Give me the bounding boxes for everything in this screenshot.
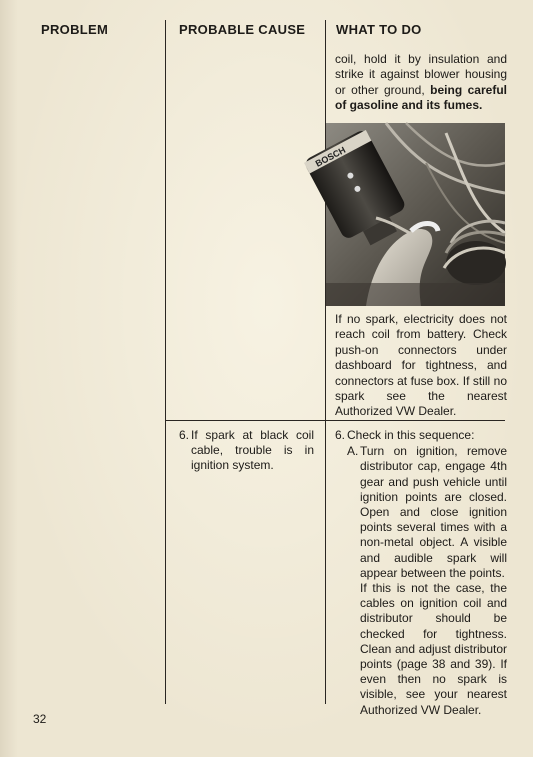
coil-brand-text: BOSCH	[313, 144, 348, 169]
ignition-coil-photo	[313, 123, 505, 306]
page-number: 32	[33, 712, 47, 726]
header-problem: PROBLEM	[41, 22, 109, 37]
row-divider	[166, 420, 505, 421]
action-lead: Check in this sequence:	[347, 428, 475, 442]
warning-text: being careful of gasoline and its fumes.	[335, 82, 507, 113]
action-number: 6.	[335, 428, 346, 442]
step-a	[335, 444, 507, 718]
cause-number: 6.	[179, 428, 190, 442]
step-a-text: Turn on ignition, remove distributor cap, engage 4th gear and push vehicle until ignition points are closed. Open and close ignition points several times with a non-metal object. A visible and audible spark will appear between the points.	[360, 444, 507, 580]
ignition-coil-photo-illustration	[313, 123, 505, 306]
continued-instruction	[335, 52, 507, 114]
column-divider-left	[165, 20, 166, 704]
header-what-to-do: WHAT TO DO	[336, 22, 422, 37]
cause-text: If spark at black coil cable, trouble is in ignition system.	[191, 428, 314, 472]
no-spark-instruction: If no spark, electricity does not reach coil from battery. Check push-on connectors under dashboard for tightness, and connectors at fuse box. If still no spark see the nearest Authorized VW Dealer.	[335, 312, 507, 419]
probable-cause-6	[179, 428, 314, 473]
step-a-label: A.	[347, 444, 359, 459]
action-6	[335, 428, 507, 718]
step-a-followup: If this is not the case, the cables on ignition coil and distributor should be checked for tightness. Clean and adjust distributor points (page 38 and 39). If even then no spark is visible, see your nearest Authorized VW Dealer.	[360, 581, 507, 717]
header-probable-cause: PROBABLE CAUSE	[179, 22, 306, 37]
continued-text: coil, hold it by insulation and strike it against blower housing or other ground,	[335, 52, 507, 97]
